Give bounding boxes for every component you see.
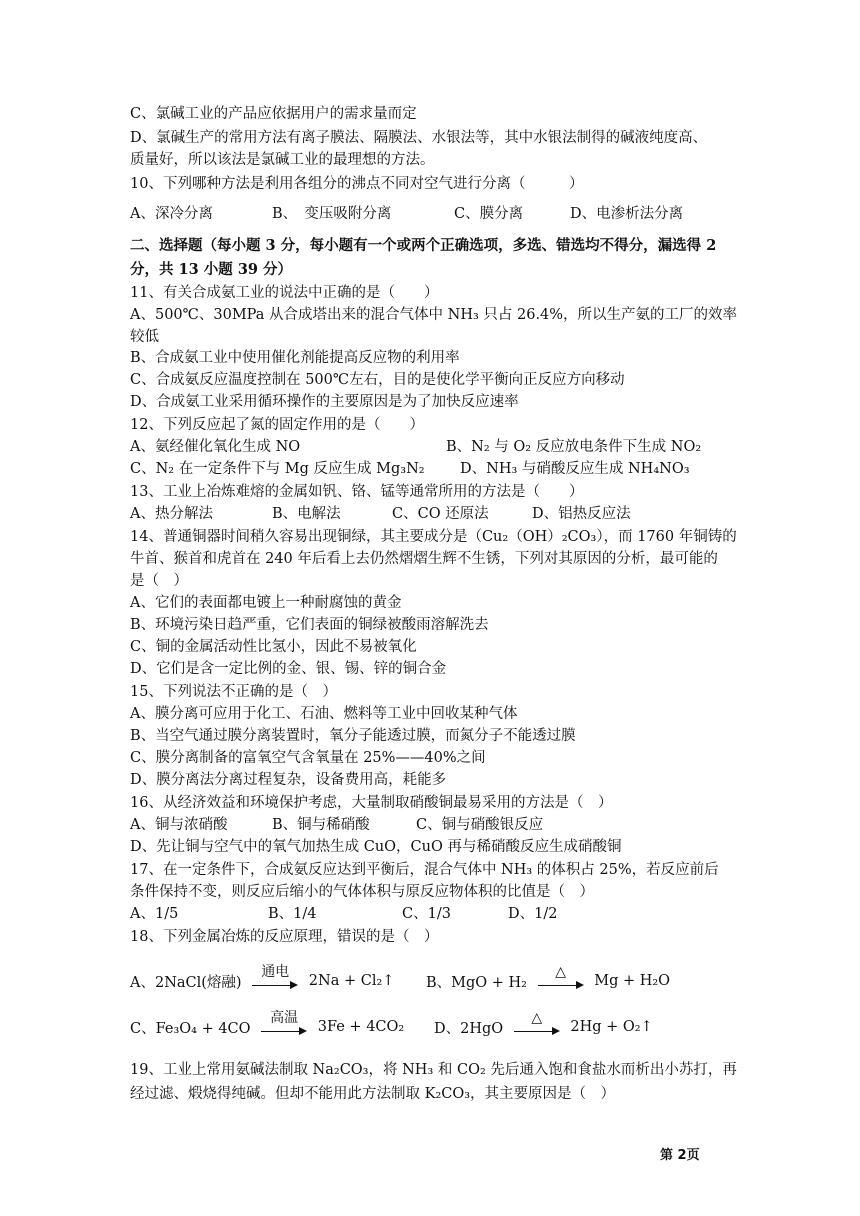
q10-option-b: B、 变压吸附分离 <box>272 206 392 222</box>
reaction-arrow-icon <box>538 966 584 996</box>
q17-option-b: B、1/4 <box>268 906 317 922</box>
reaction-reactants: A、2NaCl(熔融) <box>130 974 242 991</box>
q13-option-d: D、铝热反应法 <box>532 506 631 522</box>
q9-option-d-line2: 质量好，所以该法是氯碱工业的最理想的方法。 <box>130 152 435 168</box>
q18-option-a <box>130 966 394 996</box>
q15-option-a: A、膜分离可应用于化工、石油、燃料等工业中回收某种气体 <box>130 706 518 722</box>
q16-stem: 16、从经济效益和环境保护考虑，大量制取硝酸铜最易采用的方法是（ ） <box>130 795 613 811</box>
q16-option-a: A、铜与浓硝酸 <box>130 817 228 833</box>
reaction-reactants: D、2HgO <box>434 1020 504 1037</box>
reaction-products: 2Na + Cl₂↑ <box>308 973 395 989</box>
q14-option-d: D、它们是含一定比例的金、银、锡、锌的铜合金 <box>130 661 447 677</box>
reaction-arrow-icon <box>261 1012 307 1042</box>
q18-option-c <box>130 1012 404 1042</box>
reaction-condition: 高温 <box>270 1010 299 1026</box>
q9-option-c: C、氯碱工业的产品应依据用户的需求量而定 <box>130 106 417 122</box>
q17-stem-line2: 条件保持不变，则反应后缩小的气体体积与原反应物体积的比值是（ ） <box>130 884 594 900</box>
q17-option-a: A、1/5 <box>130 906 179 922</box>
reaction-condition: △ <box>555 964 566 980</box>
q10-option-c: C、膜分离 <box>454 206 524 222</box>
reaction-condition: 通电 <box>261 964 290 980</box>
q11-option-d: D、合成氨工业采用循环操作的主要原因是为了加快反应速率 <box>130 394 519 410</box>
q17-option-d: D、1/2 <box>508 906 558 922</box>
q14-stem-line2: 牛首、猴首和虎首在 240 年后看上去仍然熠熠生辉不生锈，下列对其原因的分析，最可能的 <box>130 551 718 567</box>
reaction-condition: △ <box>531 1010 543 1026</box>
q17-stem-line1: 17、在一定条件下，合成氨反应达到平衡后，混合气体中 NH₃ 的体积占 25%，若反应前后 <box>130 862 719 878</box>
reaction-products: 2Hg + O₂↑ <box>570 1019 653 1035</box>
q11-option-a-line2: 较低 <box>130 329 159 345</box>
q12-option-a: A、氨经催化氧化生成 NO <box>130 439 301 455</box>
q11-stem: 11、有关合成氨工业的说法中正确的是（ ） <box>130 285 439 301</box>
q13-option-a: A、热分解法 <box>130 506 213 522</box>
section2-heading-line1: 二、选择题（每小题 3 分，每小题有一个或两个正确选项，多选、错选均不得分，漏选得 2 <box>130 237 717 254</box>
q19-stem-line1: 19、工业上常用氨碱法制取 Na₂CO₃，将 NH₃ 和 CO₂ 先后通入饱和食盐水而析出小苏打，再 <box>130 1062 737 1078</box>
q15-option-c: C、膜分离制备的富氧空气含氧量在 25%——40%之间 <box>130 750 486 766</box>
reaction-products: 3Fe + 4CO₂ <box>317 1019 405 1035</box>
q18-stem: 18、下列金属冶炼的反应原理，错误的是（ ） <box>130 929 439 945</box>
q10-option-d: D、电渗析法分离 <box>570 206 684 222</box>
q18-option-d <box>434 1012 653 1042</box>
q16-option-d: D、先让铜与空气中的氧气加热生成 CuO，CuO 再与稀硝酸反应生成硝酸铜 <box>130 839 622 855</box>
q12-option-b: B、N₂ 与 O₂ 反应放电条件下生成 NO₂ <box>446 439 702 455</box>
q12-option-c: C、N₂ 在一定条件下与 Mg 反应生成 Mg₃N₂ <box>130 461 425 477</box>
q11-option-b: B、合成氨工业中使用催化剂能提高反应物的利用率 <box>130 350 460 366</box>
q12-option-d: D、NH₃ 与硝酸反应生成 NH₄NO₃ <box>460 461 690 477</box>
q13-option-c: C、CO 还原法 <box>392 506 489 522</box>
q15-option-b: B、当空气通过膜分离装置时，氧分子能透过膜，而氮分子不能透过膜 <box>130 728 576 744</box>
q13-option-b: B、电解法 <box>272 506 341 522</box>
q9-option-d-line1: D、氯碱生产的常用方法有离子膜法、隔膜法、水银法等，其中水银法制得的碱液纯度高、 <box>130 130 708 146</box>
q19-stem-line2: 经过滤、煅烧得纯碱。但却不能用此方法制取 K₂CO₃，其主要原因是（ ） <box>130 1086 616 1102</box>
reaction-reactants: C、Fe₃O₄ + 4CO <box>130 1020 251 1037</box>
q16-option-c: C、铜与硝酸银反应 <box>416 817 544 833</box>
q10-option-a: A、深冷分离 <box>130 206 213 222</box>
q18-option-b <box>426 966 670 996</box>
q15-option-d: D、膜分离法分离过程复杂，设备费用高，耗能多 <box>130 772 447 788</box>
q10-stem: 10、下列哪种方法是利用各组分的沸点不同对空气进行分离（ ） <box>130 176 584 192</box>
q14-option-c: C、铜的金属活动性比氢小，因此不易被氧化 <box>130 639 417 655</box>
q14-stem-line3: 是（ ） <box>130 573 188 589</box>
page-number: 第 2页 <box>660 1148 700 1163</box>
q17-option-c: C、1/3 <box>402 906 451 922</box>
q11-option-a-line1: A、500℃、30MPa 从合成塔出来的混合气体中 NH₃ 只占 26.4%，所以生产氨的工厂的效率 <box>130 307 738 323</box>
reaction-products: Mg + H₂O <box>594 973 671 989</box>
q14-stem-line1: 14、普通铜器时间稍久容易出现铜绿，其主要成分是（Cu₂（OH）₂CO₃），而 1760 年铜铸的 <box>130 529 737 545</box>
q12-stem: 12、下列反应起了氮的固定作用的是（ ） <box>130 417 424 433</box>
reaction-arrow-icon <box>514 1012 560 1042</box>
q13-stem: 13、工业上冶炼难熔的金属如钒、铬、锰等通常所用的方法是（ ） <box>130 484 584 500</box>
q14-option-a: A、它们的表面都电镀上一种耐腐蚀的黄金 <box>130 595 402 611</box>
reaction-reactants: B、MgO + H₂ <box>426 974 527 991</box>
q11-option-c: C、合成氨反应温度控制在 500℃左右，目的是使化学平衡向正反应方向移动 <box>130 372 625 388</box>
q15-stem: 15、下列说法不正确的是（ ） <box>130 684 337 700</box>
reaction-arrow-icon <box>252 966 298 996</box>
section2-heading-line2: 分，共 13 小题 39 分） <box>130 261 293 278</box>
q14-option-b: B、环境污染日趋严重，它们表面的铜绿被酸雨溶解洗去 <box>130 617 489 633</box>
q16-option-b: B、铜与稀硝酸 <box>272 817 370 833</box>
